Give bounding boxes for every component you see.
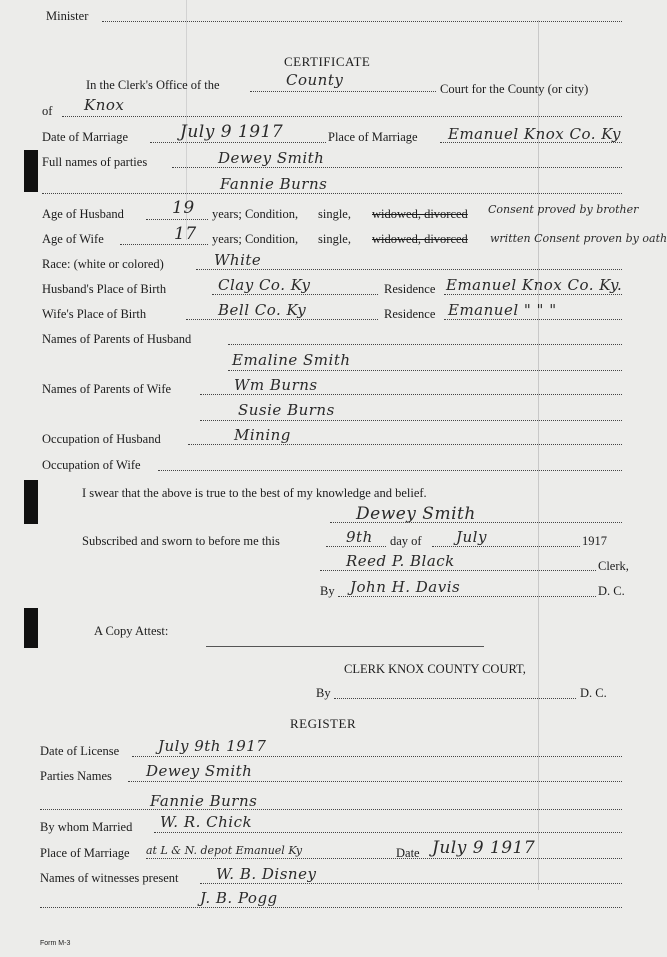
husband-residence-value: Emanuel Knox Co. Ky. bbox=[446, 276, 623, 294]
race-value: White bbox=[214, 251, 262, 269]
license-value: July 9th 1917 bbox=[158, 737, 267, 755]
age-husband-years-condition: years; Condition, bbox=[212, 207, 299, 221]
court-label: Court for the County (or city) bbox=[440, 82, 589, 96]
age-wife-value: 17 bbox=[174, 224, 197, 244]
month-line bbox=[432, 546, 580, 547]
deputy-signature: John H. Davis bbox=[350, 578, 461, 596]
husband-birth-line bbox=[212, 294, 378, 295]
parents-wife-2: Susie Burns bbox=[238, 401, 335, 419]
party-2-line bbox=[42, 193, 622, 194]
date-of-marriage-label: Date of Marriage bbox=[42, 130, 129, 144]
parents-husband-label: Names of Parents of Husband bbox=[42, 332, 192, 346]
deputy-line bbox=[338, 596, 596, 597]
register-parties-label: Parties Names bbox=[40, 769, 112, 783]
witnesses-label: Names of witnesses present bbox=[40, 871, 179, 885]
day-value: 9th bbox=[346, 528, 373, 546]
wife-consent-note: written Consent proven by oath bbox=[490, 232, 667, 245]
wife-birth-value: Bell Co. Ky bbox=[218, 301, 307, 319]
wife-residence-line bbox=[444, 319, 622, 320]
form-id: Form M-3 bbox=[40, 940, 71, 947]
clerk-signature: Reed P. Black bbox=[346, 552, 455, 570]
clerk-label: Clerk, bbox=[598, 559, 629, 573]
age-husband-line bbox=[146, 219, 208, 220]
age-wife-label: Age of Wife bbox=[42, 232, 104, 246]
copy-attest-line bbox=[206, 646, 484, 647]
subscribed-label: Subscribed and sworn to before me this bbox=[82, 534, 280, 548]
day-of-label: day of bbox=[390, 534, 422, 548]
of-label: of bbox=[42, 104, 53, 118]
party-1-name: Dewey Smith bbox=[218, 149, 325, 167]
witness-2: J. B. Pogg bbox=[200, 889, 278, 907]
register-title: REGISTER bbox=[290, 716, 357, 731]
date-of-marriage-line bbox=[150, 142, 326, 143]
year-value: 1917 bbox=[582, 534, 607, 548]
husband-residence-label: Residence bbox=[384, 282, 436, 296]
race-label: Race: (white or colored) bbox=[42, 257, 164, 271]
register-party-2: Fannie Burns bbox=[150, 792, 258, 810]
dc-label: D. C. bbox=[598, 584, 625, 598]
place-of-marriage-value: Emanuel Knox Co. Ky bbox=[448, 125, 622, 143]
parents-wife-line-1 bbox=[200, 394, 622, 395]
of-line bbox=[62, 116, 622, 117]
minister-label: Minister bbox=[46, 9, 89, 23]
witness-1: W. B. Disney bbox=[216, 865, 317, 883]
age-husband-value: 19 bbox=[172, 198, 195, 218]
occupation-husband-line bbox=[188, 444, 622, 445]
full-names-label: Full names of parties bbox=[42, 155, 148, 169]
husband-birth-label: Husband's Place of Birth bbox=[42, 282, 167, 296]
register-place-value: at L & N. depot Emanuel Ky bbox=[146, 844, 303, 857]
wife-birth-line bbox=[186, 319, 378, 320]
certificate-title: CERTIFICATE bbox=[284, 54, 371, 69]
of-value: Knox bbox=[84, 96, 125, 114]
married-by-line bbox=[154, 832, 622, 833]
tab-mark-1 bbox=[24, 150, 38, 192]
minister-line bbox=[102, 21, 622, 22]
clerk-office-line bbox=[250, 91, 436, 92]
signature-line bbox=[330, 522, 622, 523]
age-husband-label: Age of Husband bbox=[42, 207, 124, 221]
witness-1-line bbox=[200, 883, 622, 884]
tab-mark-2 bbox=[24, 480, 38, 524]
occupation-husband-value: Mining bbox=[234, 426, 291, 444]
register-place-label: Place of Marriage bbox=[40, 846, 130, 860]
witness-2-line bbox=[40, 907, 622, 908]
clerk-line bbox=[320, 570, 596, 571]
wife-birth-label: Wife's Place of Birth bbox=[42, 307, 147, 321]
register-party-2-line bbox=[40, 809, 622, 810]
occupation-husband-label: Occupation of Husband bbox=[42, 432, 161, 446]
register-party-1: Dewey Smith bbox=[146, 762, 253, 780]
wife-residence-label: Residence bbox=[384, 307, 436, 321]
register-place-line bbox=[146, 858, 622, 859]
parents-wife-label: Names of Parents of Wife bbox=[42, 382, 172, 396]
wife-residence-value: Emanuel " " " bbox=[448, 301, 557, 319]
age-wife-line bbox=[120, 244, 208, 245]
married-by-label: By whom Married bbox=[40, 820, 133, 834]
married-by-value: W. R. Chick bbox=[160, 813, 253, 831]
court-by-line bbox=[334, 698, 576, 699]
court-dc-label: D. C. bbox=[580, 686, 607, 700]
parents-wife-line-2 bbox=[200, 420, 622, 421]
age-husband-widowed-divorced: widowed, divorced bbox=[372, 207, 468, 221]
clerk-office-label: In the Clerk's Office of the bbox=[86, 78, 220, 92]
husband-residence-line bbox=[444, 294, 622, 295]
register-date-label: Date bbox=[396, 846, 420, 860]
month-value: July bbox=[456, 528, 487, 546]
age-wife-years-condition: years; Condition, bbox=[212, 232, 299, 246]
license-label: Date of License bbox=[40, 744, 120, 758]
place-of-marriage-line bbox=[440, 142, 622, 143]
place-of-marriage-label: Place of Marriage bbox=[328, 130, 418, 144]
husband-consent-note: Consent proved by brother bbox=[488, 203, 639, 216]
register-date-value: July 9 1917 bbox=[432, 838, 536, 858]
parents-husband-line-2 bbox=[228, 370, 622, 371]
register-party-1-line bbox=[128, 781, 622, 782]
husband-birth-value: Clay Co. Ky bbox=[218, 276, 311, 294]
clerk-office-value: County bbox=[286, 71, 344, 89]
copy-attest-label: A Copy Attest: bbox=[94, 624, 169, 638]
parents-wife-1: Wm Burns bbox=[234, 376, 318, 394]
date-of-marriage-value: July 9 1917 bbox=[180, 122, 284, 142]
occupation-wife-line bbox=[158, 470, 622, 471]
parents-husband-line-1 bbox=[228, 344, 622, 345]
oath-text: I swear that the above is true to the best of my knowledge and belief. bbox=[82, 486, 427, 500]
parents-husband-value: Emaline Smith bbox=[232, 351, 351, 369]
party-1-line bbox=[172, 167, 622, 168]
fold-line bbox=[538, 20, 539, 890]
license-line bbox=[132, 756, 622, 757]
court-by-label: By bbox=[316, 686, 331, 700]
by-label: By bbox=[320, 584, 335, 598]
age-husband-single: single, bbox=[318, 207, 351, 221]
occupation-wife-label: Occupation of Wife bbox=[42, 458, 141, 472]
day-line bbox=[326, 546, 386, 547]
age-wife-widowed-divorced: widowed, divorced bbox=[372, 232, 468, 246]
age-wife-single: single, bbox=[318, 232, 351, 246]
tab-mark-3 bbox=[24, 608, 38, 648]
clerk-court-label: CLERK KNOX COUNTY COURT, bbox=[344, 662, 526, 676]
applicant-signature: Dewey Smith bbox=[356, 504, 476, 524]
race-line bbox=[196, 269, 622, 270]
party-2-name: Fannie Burns bbox=[220, 175, 328, 193]
